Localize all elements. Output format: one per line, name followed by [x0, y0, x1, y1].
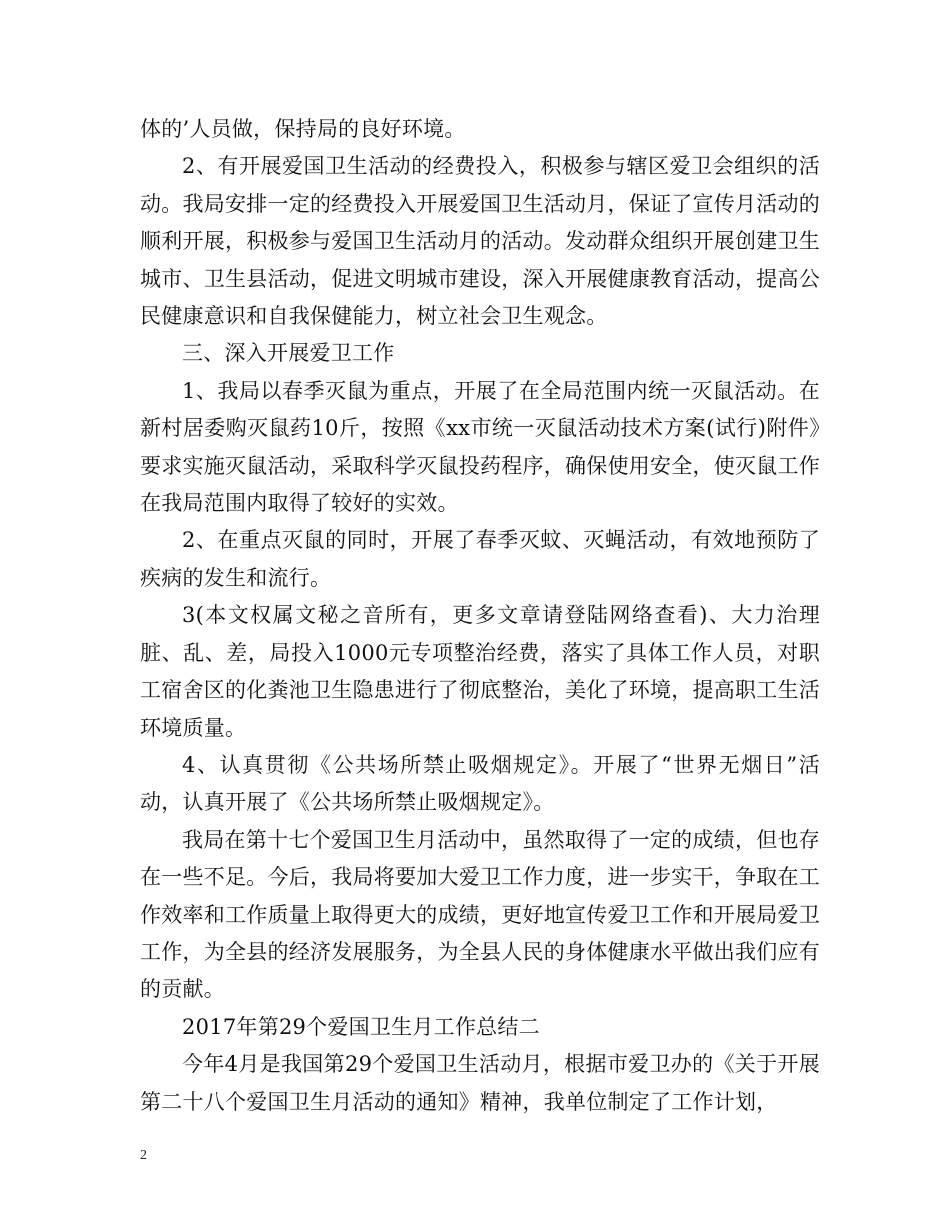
- paragraph-funding: 2、有开展爱国卫生活动的经费投入，积极参与辖区爱卫会组织的活动。我局安排一定的经费投入开展爱国卫生活动月，保证了宣传月活动的顺利开展，积极参与爱国卫生活动月的活动。发动群众组织开展创建卫生城市、卫生县活动，促进文明城市建设，深入开展健康教育活动，提高公民健康意识和自我保健能力，树立社会卫生观念。: [140, 154, 820, 329]
- section-heading-3: 三、深入开展爱卫工作: [182, 341, 395, 366]
- paragraph-continuation: 体的’人员做，保持局的良好环境。: [140, 117, 466, 141]
- paragraph-no-smoking: 4、认真贯彻《公共场所禁止吸烟规定》。开展了“世界无烟日”活动，认真开展了《公共场所禁止吸烟规定》。: [140, 752, 820, 815]
- paragraph-conclusion: 我局在第十七个爱国卫生月活动中，虽然取得了一定的成绩，但也存在一些不足。今后，我局将要加大爱卫工作力度，进一步实干，争取在工作效率和工作质量上取得更大的成绩，更好地宣传爱卫工作和开展局爱卫工作，为全县的经济发展服务，为全县人民的身体健康水平做出我们应有的贡献。: [140, 827, 820, 1002]
- paragraph-sanitation: 3(本文权属文秘之音所有，更多文章请登陆网络查看)、大力治理脏、乱、差，局投入1000元专项整治经费，落实了具体工作人员，对职工宿舍区的化粪池卫生隐患进行了彻底整治，美化了环境，提高职工生活环境质量。: [140, 603, 820, 740]
- paragraph-rodent-control: 1、我局以春季灭鼠为重点，开展了在全局范围内统一灭鼠活动。在新村居委购灭鼠药10斤，按照《xx市统一灭鼠活动技术方案(试行)附件》要求实施灭鼠活动，采取科学灭鼠投药程序，确保使用安全，使灭鼠工作在我局范围内取得了较好的实效。: [140, 378, 820, 516]
- paragraph-summary-two-intro: 今年4月是我国第29个爱国卫生活动月，根据市爱卫办的《关于开展第二十八个爱国卫生月活动的通知》精神，我单位制定了工作计划，: [140, 1052, 820, 1114]
- page-number: 2: [140, 1148, 147, 1163]
- document-body: [140, 111, 820, 1121]
- summary-two-title: 2017年第29个爱国卫生月工作总结二: [182, 1014, 540, 1039]
- paragraph-mosquito-fly-control: 2、在重点灭鼠的同时，开展了春季灭蚊、灭蝇活动，有效地预防了疾病的发生和流行。: [140, 528, 820, 590]
